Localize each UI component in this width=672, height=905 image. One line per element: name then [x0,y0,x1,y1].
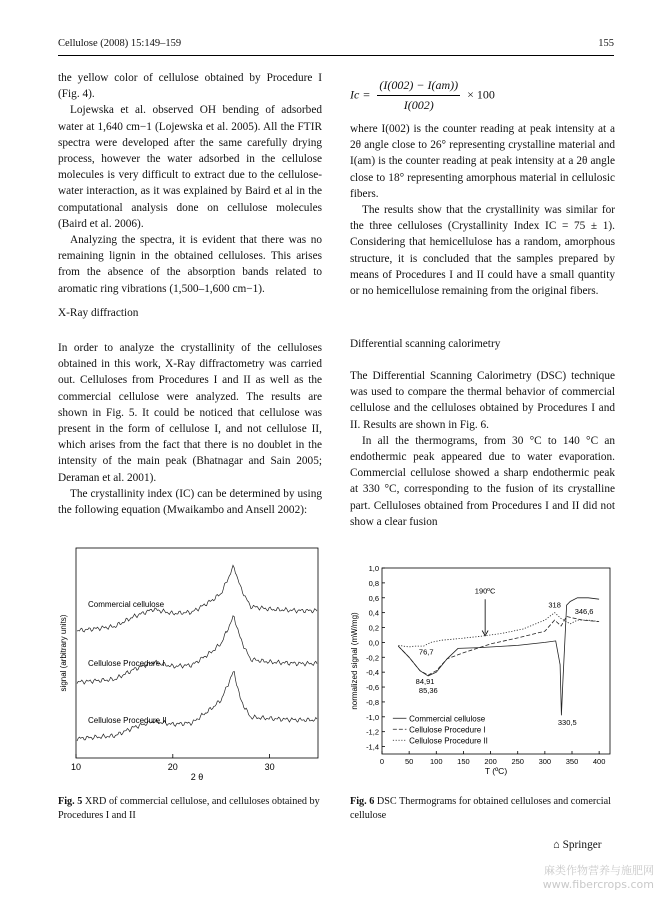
fig6-plot-group [350,564,610,776]
fig6-annotation: 330,5 [557,717,577,727]
fig5-caption-label: Fig. 5 [58,796,83,807]
fig6-ytick-label: 0,8 [368,578,379,588]
equation-denominator: I(002) [403,98,434,112]
fig5-series-line [77,565,317,632]
fig5-ylabel: signal (arbitrary units) [59,614,68,692]
fig6-legend-label: Cellulose Procedure I [409,725,486,735]
section-heading-xrd: X-Ray diffraction [58,307,139,319]
fig6-legend-label: Cellulose Procedure II [409,736,488,746]
fig6-ytick-label: 0,6 [368,593,379,603]
fig5-plot-group [59,548,318,780]
page-number: 155 [598,38,614,49]
left-para-3: Analyzing the spectra, it is evident that there was no remaining lignin in the obtained celluloses. This arises from the absence of the absorption bands related to aromatic ring vibrations (1,500–1,600 cm−1). [58,234,322,295]
fig6-annotation: 190ºC [474,586,496,596]
fig6-annotation: 85,36 [418,685,438,695]
fig6-xlabel: T (ºC) [484,766,508,776]
fig5-caption-text: XRD of commercial cellulose, and celluloses obtained by Procedures I and II [58,796,320,821]
left-para-5: The crystallinity index (IC) can be determined by using the following equation (Mwaikambo and Ansell 2002): [58,487,322,517]
fig6-annotation: 318 [548,600,561,610]
fig6-legend-label: Commercial cellulose [409,714,486,724]
fig6-xtick-label: 400 [592,757,606,766]
fig6-ytick-label: -1,2 [366,727,379,737]
equation-numerator: (I(002) − I(am)) [377,78,460,96]
fig5-xlabel: 2 θ [190,772,204,780]
left-column-lower [58,340,322,518]
crystallinity-equation [350,78,495,113]
fig6-ylabel: normalized signal (mW/mg) [350,612,359,710]
fig6-series-line [398,616,599,675]
fig6-xtick-label: 250 [511,757,524,766]
running-header-journal: Cellulose (2008) 15:149–159 [58,38,182,49]
section-heading-dsc: Differential scanning calorimetry [350,338,501,350]
fig5-curve-label: Cellulose Procedure II [88,716,167,725]
fig6-xtick-label: 0 [379,757,385,766]
left-para-4: In order to analyze the crystallinity of the celluloses obtained in this work, X-Ray diffractometry was carried out. Celluloses from Procedures I and II as well as the commercial cellulose were analyzed. The results are shown in Fig. 5. It could be noticed that cellulose was present in the form of cellulose I, and not cellulose II, which arises from the fact that there is no doublet in the intensity of the main peak (Bhatnagar and Sain 2005; Deraman et al. 2001). [58,342,322,484]
fig6-ytick-label: -0,8 [366,697,379,707]
left-column [58,70,322,297]
fig6-xtick-label: 300 [538,757,552,766]
fig6-caption-label: Fig. 6 [350,796,375,807]
equation-fraction [377,78,460,113]
fig5-curve-label: Commercial cellulose [88,600,165,609]
fig5-series-line [77,616,317,684]
fig6-ytick-label: 1,0 [368,564,379,573]
fig5-series-line [77,671,317,741]
right-column-lower [350,368,615,530]
fig6-ytick-label: 0,0 [368,638,379,648]
fig6-ytick-label: -0,2 [366,653,379,663]
watermark: 麻类作物营养与施肥网 www.fibercrops.com [542,864,654,891]
fig5-xtick-label: 10 [70,762,82,772]
equation-factor: × 100 [467,87,495,102]
fig5-caption [58,795,322,822]
fig6-caption [350,795,615,822]
fig5-xrd-chart [56,540,324,780]
fig6-ytick-label: -0,6 [366,683,379,693]
right-para-3: The Differential Scanning Calorimetry (DSC) technique was used to compare the thermal behavior of commercial cellulose and the celluloses obtained by Procedures I and II. Results are shown in Fig. 6. [350,370,615,431]
fig6-ytick-label: -0,4 [366,668,379,678]
header-rule [58,55,614,56]
equation-lhs: Ic = [350,87,371,102]
fig6-xtick-label: 150 [457,757,470,766]
fig6-ytick-label: 0,2 [368,623,379,633]
fig6-ytick-label: -1,0 [366,712,379,722]
fig6-dsc-chart [348,560,616,785]
fig6-annotation: 84,91 [415,677,435,687]
fig6-series-line [398,598,599,716]
right-para-1: where I(002) is the counter reading at peak intensity at a 2θ angle close to 26° representing crystalline material and I(am) is the counter reading at peak intensity at a 2θ angle close to 18° representing amorphous material in cellulosic fibers. [350,123,615,200]
right-column [350,121,615,299]
right-para-4: In all the thermograms, from 30 °C to 140 °C an endothermic peak appeared due to water evaporation. Commercial cellulose showed a sharp endothermic peak at 330 °C, corresponding to the fusion of its crystalline part. Celluloses obtained from Procedures I and II did not show a clear fusion [350,434,615,528]
fig6-annotation: 76,7 [418,647,434,657]
fig5-frame [76,548,318,758]
fig6-annotation: 346,6 [574,607,594,617]
fig5-curve-label: Cellulose Procedure I [88,659,165,668]
fig5-xtick-label: 20 [167,762,178,772]
fig6-xtick-label: 350 [565,757,579,766]
fig6-xtick-label: 100 [430,757,443,766]
springer-logo: ⌂ Springer [553,839,602,851]
right-para-2: The results show that the crystallinity was similar for the three celluloses (Crystallinity Index IC = 75 ± 1). Considering that hemicellulose has a random, amorphous structure, it is concluded that the samples prepared by means of Procedures I and II could have a small quantity or no hemicellulose remaining from the original fibers. [350,204,615,298]
fig6-ytick-label: -1,4 [366,742,379,752]
fig6-xtick-label: 50 [404,757,414,766]
fig5-xtick-label: 30 [264,762,275,772]
fig6-ytick-label: 0,4 [368,608,379,618]
fig6-xtick-label: 200 [484,757,497,766]
left-para-1: the yellow color of cellulose obtained by Procedure I (Fig. 4). [58,72,322,101]
fig6-caption-text: DSC Thermograms for obtained celluloses and comercial cellulose [350,796,611,821]
left-para-2: Lojewska et al. observed OH bending of adsorbed water at 1,640 cm−1 (Lojewska et al. 2005). All the FTIR spectra were developed after the same carefully drying process, however the water adsorbed in the cellulose molecules is very difficult to extract due to the cellulose-water interaction, as it was explained by Baird et al in the computational analysis done on cellulose molecules (Baird et al. 2006). [58,104,322,230]
